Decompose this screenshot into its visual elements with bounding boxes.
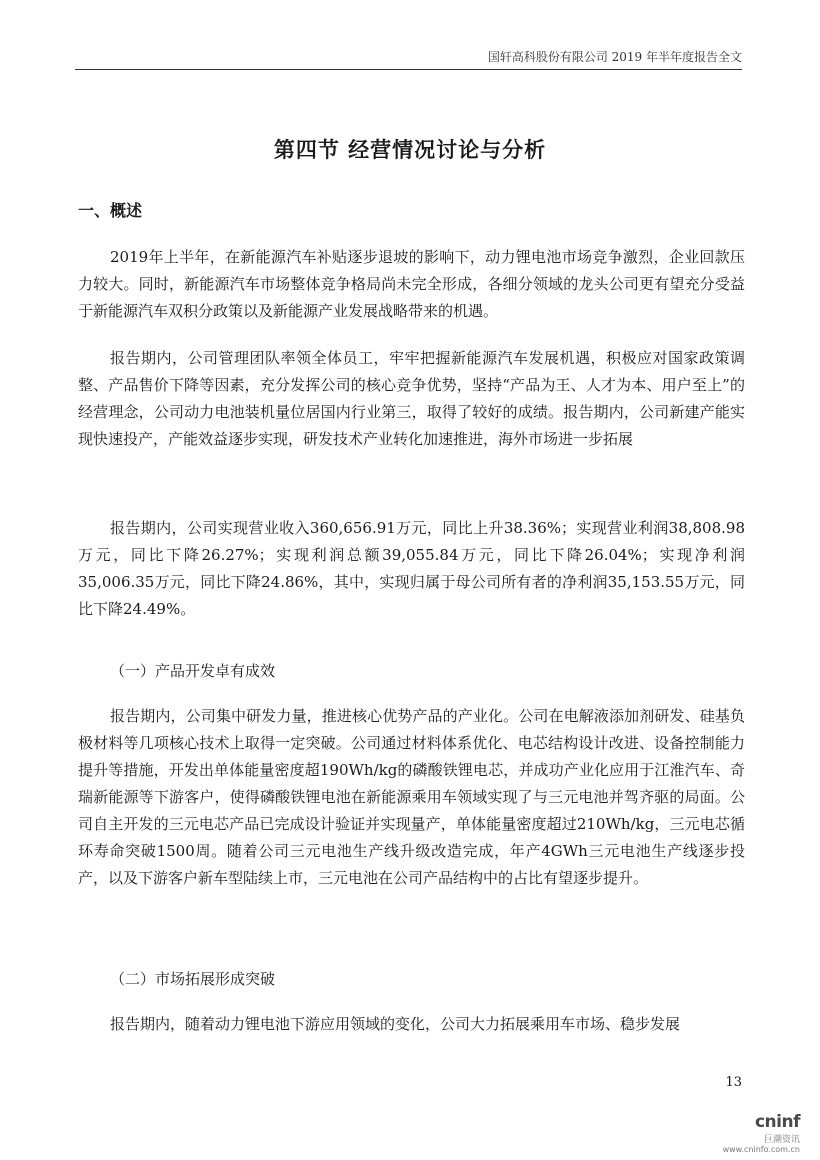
- chapter-title: 第四节 经营情况讨论与分析: [273, 138, 547, 162]
- paragraph-5: 报告期内，随着动力锂电池下游应用领域的变化，公司大力拓展乘用车市场、稳步发展: [110, 1015, 681, 1033]
- cninfo-logo: [720, 1112, 800, 1154]
- section-heading-overview: 一、概述: [78, 201, 143, 220]
- paragraph-1: 2019年上半年，在新能源汽车补贴逐步退坡的影响下，动力锂电池市场竞争激烈，企业回款压力较大。同时，新能源汽车市场整体竞争格局尚未完全形成，各细分领域的龙头公司更有望充分受益于新能源汽车双积分政策以及新能源产业发展战略带来的机遇。: [78, 248, 745, 320]
- page-number: 13: [725, 1075, 742, 1090]
- subsection-heading-market: （二）市场拓展形成突破: [110, 970, 276, 988]
- page-header: 国轩高科股份有限公司 2019 年半年度报告全文: [75, 48, 742, 70]
- paragraph-2: 报告期内，公司管理团队率领全体员工，牢牢把握新能源汽车发展机遇，积极应对国家政策调整、产品售价下降等因素，充分发挥公司的核心竞争优势，坚持“产品为王、人才为本、用户至上”的经营理念，公司动力电池装机量位居国内行业第三，取得了较好的成绩。报告期内，公司新建产能实现快速投产，产能效益逐步实现，研发技术产业转化加速推进，海外市场进一步拓展: [78, 349, 745, 448]
- logo-brand-cn: 巨潮资讯: [763, 1135, 800, 1145]
- logo-url: www.cninfo.com.cn: [722, 1145, 800, 1154]
- paragraph-3: 报告期内，公司实现营业收入360,656.91万元，同比上升38.36%；实现营业利润38,808.98万元，同比下降26.27%；实现利润总额39,055.84万元，同比下降26.04%；实现净利润35,006.35万元，同比下降24.86%，其中，实现归属于母公司所有者的净利润35,153.55万元，同比下降24.49%。: [78, 519, 745, 618]
- subsection-heading-product: （一）产品开发卓有成效: [110, 662, 276, 680]
- paragraph-4: 报告期内，公司集中研发力量，推进核心优势产品的产业化。公司在电解液添加剂研发、硅基负极材料等几项核心技术上取得一定突破。公司通过材料体系优化、电芯结构设计改进、设备控制能力提升等措施，开发出单体能量密度超190Wh/kg的磷酸铁锂电芯，并成功产业化应用于江淮汽车、奇瑞新能源等下游客户，使得磷酸铁锂电池在新能源乘用车领域实现了与三元电池并驾齐驱的局面。公司自主开发的三元电芯产品已完成设计验证并实现量产，单体能量密度超过210Wh/kg，三元电芯循环寿命突破1500周。随着公司三元电池生产线升级改造完成，年产4GWh三元电池生产线逐步投产，以及下游客户新车型陆续上市，三元电池在公司产品结构中的占比有望逐步提升。: [78, 707, 745, 887]
- logo-brand: cninf: [754, 1112, 800, 1132]
